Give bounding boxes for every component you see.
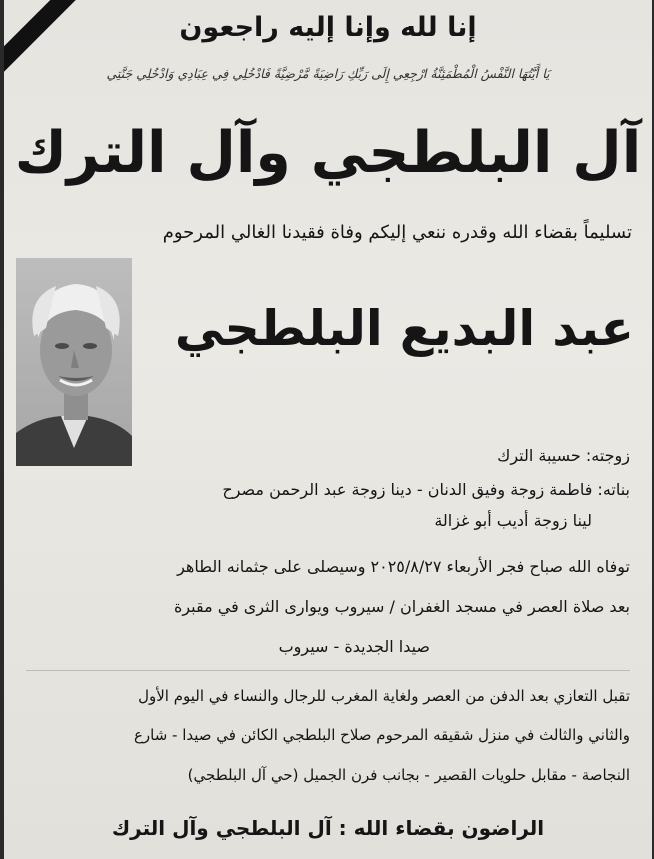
deceased-name: عبد البديع البلطجي <box>174 300 634 357</box>
condolence-line-2: والثاني والثالث في منزل شقيقه المرحوم صلاح البلطجي الكائن في صيدا - شارع <box>133 726 630 744</box>
obituary-notice <box>4 0 652 859</box>
portrait-illustration <box>16 258 132 466</box>
wife-line: زوجته: حسيبة الترك <box>497 446 630 465</box>
divider <box>26 670 630 671</box>
announcement-text: تسليماً بقضاء الله وقدره ننعي إليكم وفاة فقيدنا الغالي المرحوم <box>162 222 632 243</box>
footer-signature: الراضون بقضاء الله : آل البلطجي وآل الترك <box>111 816 545 840</box>
deceased-photo <box>16 258 132 466</box>
death-line: توفاه الله صباح فجر الأربعاء ٢٠٢٥/٨/٢٧ وسيصلى على جثمانه الطاهر <box>177 557 630 576</box>
condolence-line-3: النجاصة - مقابل حلويات القصير - بجانب فرن الجميل (حي آل البلطجي) <box>187 766 630 784</box>
quran-verse: يَا أَيَّتُهَا النَّفْسُ الْمُطْمَئِنَّةُ ارْجِعِي إِلَى رَبِّكِ رَاضِيَةً مَّرْضِيَّةً فَادْخُلِي فِي عِبَادِي وَادْخُلِي جَنَّتِي <box>106 66 550 81</box>
cemetery-line: صيدا الجديدة - سيروب <box>278 637 430 656</box>
daughters-line-2: لينا زوجة أديب أبو غزالة <box>434 511 592 530</box>
condolence-line-1: تقبل التعازي بعد الدفن من العصر ولغاية المغرب للرجال والنساء في اليوم الأول <box>138 687 630 705</box>
header-verse: إنا لله وإنا إليه راجعون <box>179 12 477 43</box>
daughters-line-1: بناته: فاطمة زوجة وفيق الدنان - دينا زوجة عبد الرحمن مصرح <box>222 480 630 499</box>
prayer-line: بعد صلاة العصر في مسجد الغفران / سيروب ويوارى الثرى في مقبرة <box>173 597 630 616</box>
family-names-title: آل البلطجي وآل الترك <box>14 120 642 186</box>
